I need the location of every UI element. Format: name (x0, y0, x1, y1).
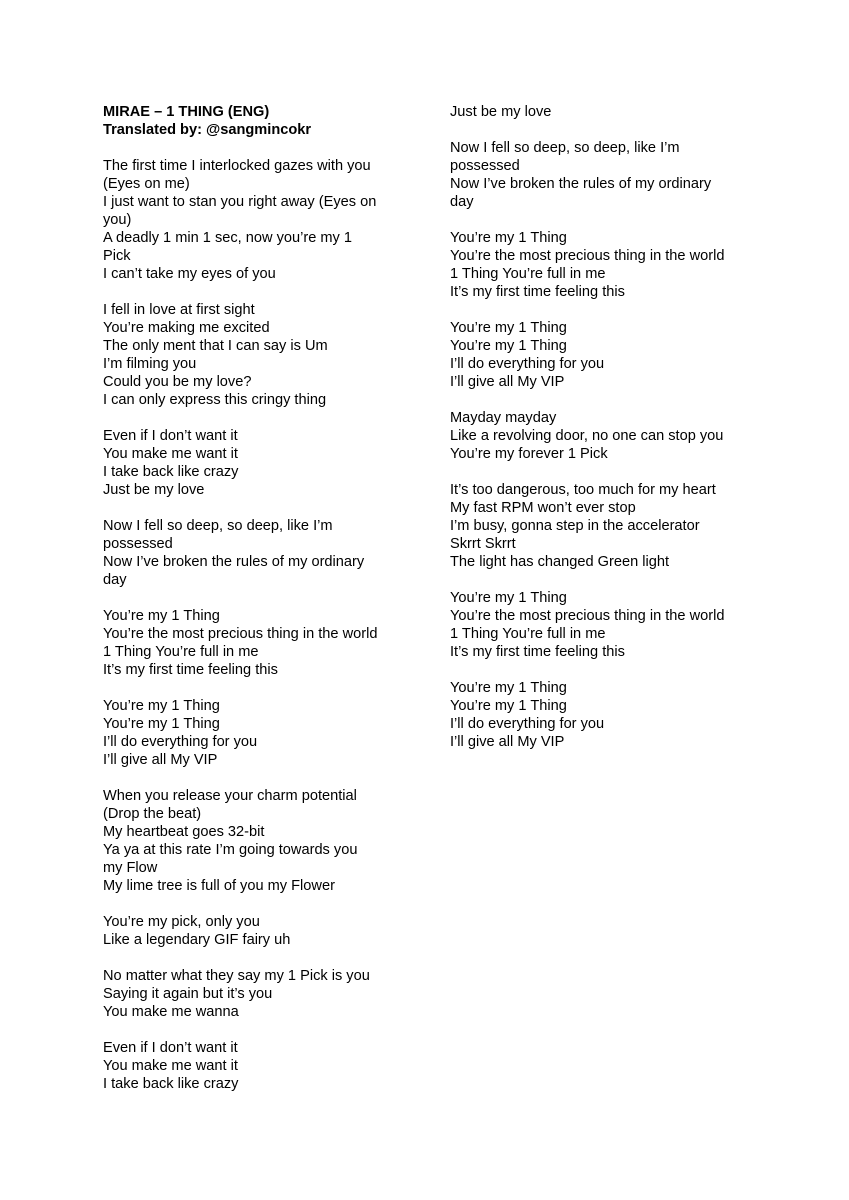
lyric-line: (Eyes on me) (103, 176, 190, 192)
lyric-line: You’re my forever 1 Pick (450, 446, 608, 462)
stanza (450, 103, 760, 121)
lyric-line: Now I’ve broken the rules of my ordinary (103, 554, 365, 570)
stanza (103, 1039, 403, 1093)
lyric-line: I’ll give all My VIP (103, 752, 218, 768)
lyric-line: Skrrt Skrrt (450, 536, 516, 552)
stanza (103, 607, 403, 679)
lyric-line: I’ll give all My VIP (450, 734, 565, 750)
lyric-line: day (450, 194, 474, 210)
lyric-line: I take back like crazy (103, 464, 239, 480)
document-header (103, 103, 403, 139)
lyric-line: Now I’ve broken the rules of my ordinary (450, 176, 712, 192)
left-stanzas (103, 157, 403, 1093)
lyric-line: The light has changed Green light (450, 554, 670, 570)
lyric-line: (Drop the beat) (103, 806, 202, 822)
stanza (103, 157, 403, 283)
lyric-line: Could you be my love? (103, 374, 252, 390)
lyric-line: I’m busy, gonna step in the accelerator (450, 518, 700, 534)
lyric-line: Ya ya at this rate I’m going towards you (103, 842, 358, 858)
stanza (103, 787, 403, 895)
lyric-line: Pick (103, 248, 131, 264)
lyric-line: you) (103, 212, 132, 228)
lyric-line: I just want to stan you right away (Eyes on (103, 194, 377, 210)
lyric-line: 1 Thing You’re full in me (450, 266, 606, 282)
lyric-line: My lime tree is full of you my Flower (103, 878, 335, 894)
lyric-line: You’re the most precious thing in the world (103, 626, 378, 642)
lyric-line: Just be my love (450, 104, 552, 120)
lyric-line: It’s too dangerous, too much for my heart (450, 482, 716, 498)
lyric-line: Mayday mayday (450, 410, 557, 426)
lyric-line: Now I fell so deep, so deep, like I’m (103, 518, 333, 534)
lyric-line: I fell in love at first sight (103, 302, 255, 318)
stanza (450, 139, 760, 211)
lyric-line: No matter what they say my 1 Pick is you (103, 968, 370, 984)
stanza (450, 229, 760, 301)
lyric-line: Saying it again but it’s you (103, 986, 273, 1002)
lyric-line: You’re my 1 Thing (450, 698, 567, 714)
lyric-line: I’m filming you (103, 356, 197, 372)
lyric-line: possessed (450, 158, 520, 174)
lyric-line: Just be my love (103, 482, 205, 498)
stanza (450, 481, 760, 571)
lyric-line: You’re my 1 Thing (450, 680, 567, 696)
lyric-line: You’re my 1 Thing (450, 590, 567, 606)
lyric-line: You’re my pick, only you (103, 914, 260, 930)
lyric-line: You’re making me excited (103, 320, 270, 336)
lyric-line: Even if I don’t want it (103, 1040, 238, 1056)
stanza (103, 913, 403, 949)
lyric-line: My heartbeat goes 32-bit (103, 824, 265, 840)
lyric-line: It’s my first time feeling this (103, 662, 278, 678)
right-column (450, 103, 760, 769)
document-title: MIRAE – 1 THING (ENG) (103, 104, 270, 120)
lyric-line: You’re my 1 Thing (103, 716, 220, 732)
stanza (450, 589, 760, 661)
lyric-line: Now I fell so deep, so deep, like I’m (450, 140, 680, 156)
lyric-line: You’re the most precious thing in the world (450, 608, 725, 624)
stanza (103, 517, 403, 589)
lyric-line: You’re my 1 Thing (450, 320, 567, 336)
lyric-line: You’re the most precious thing in the world (450, 248, 725, 264)
lyric-line: day (103, 572, 127, 588)
lyric-line: It’s my first time feeling this (450, 644, 625, 660)
lyric-line: I take back like crazy (103, 1076, 239, 1092)
lyric-line: You’re my 1 Thing (103, 698, 220, 714)
lyric-line: You make me want it (103, 1058, 238, 1074)
lyric-line: I can’t take my eyes of you (103, 266, 276, 282)
lyric-line: You’re my 1 Thing (103, 608, 220, 624)
lyric-line: I’ll do everything for you (103, 734, 258, 750)
lyric-line: You’re my 1 Thing (450, 338, 567, 354)
stanza (103, 697, 403, 769)
lyric-line: I can only express this cringy thing (103, 392, 327, 408)
stanza (450, 679, 760, 751)
lyric-line: possessed (103, 536, 173, 552)
left-column (103, 103, 403, 1111)
lyric-line: 1 Thing You’re full in me (103, 644, 259, 660)
lyric-line: Like a revolving door, no one can stop you (450, 428, 724, 444)
lyric-line: I’ll do everything for you (450, 716, 605, 732)
lyric-line: You make me want it (103, 446, 238, 462)
stanza (103, 967, 403, 1021)
lyric-line: I’ll give all My VIP (450, 374, 565, 390)
stanza (450, 319, 760, 391)
lyric-line: The only ment that I can say is Um (103, 338, 328, 354)
lyric-line: My fast RPM won’t ever stop (450, 500, 636, 516)
lyric-line: A deadly 1 min 1 sec, now you’re my 1 (103, 230, 353, 246)
lyric-line: my Flow (103, 860, 158, 876)
right-stanzas (450, 103, 760, 751)
lyric-line: It’s my first time feeling this (450, 284, 625, 300)
lyric-line: You’re my 1 Thing (450, 230, 567, 246)
translator-credit: Translated by: @sangmincokr (103, 122, 312, 138)
lyric-line: Like a legendary GIF fairy uh (103, 932, 291, 948)
lyric-line: You make me wanna (103, 1004, 239, 1020)
lyric-line: I’ll do everything for you (450, 356, 605, 372)
lyric-line: Even if I don’t want it (103, 428, 238, 444)
lyric-line: When you release your charm potential (103, 788, 357, 804)
lyric-line: The first time I interlocked gazes with you (103, 158, 371, 174)
stanza (450, 409, 760, 463)
lyric-line: 1 Thing You’re full in me (450, 626, 606, 642)
stanza (103, 301, 403, 409)
stanza (103, 427, 403, 499)
